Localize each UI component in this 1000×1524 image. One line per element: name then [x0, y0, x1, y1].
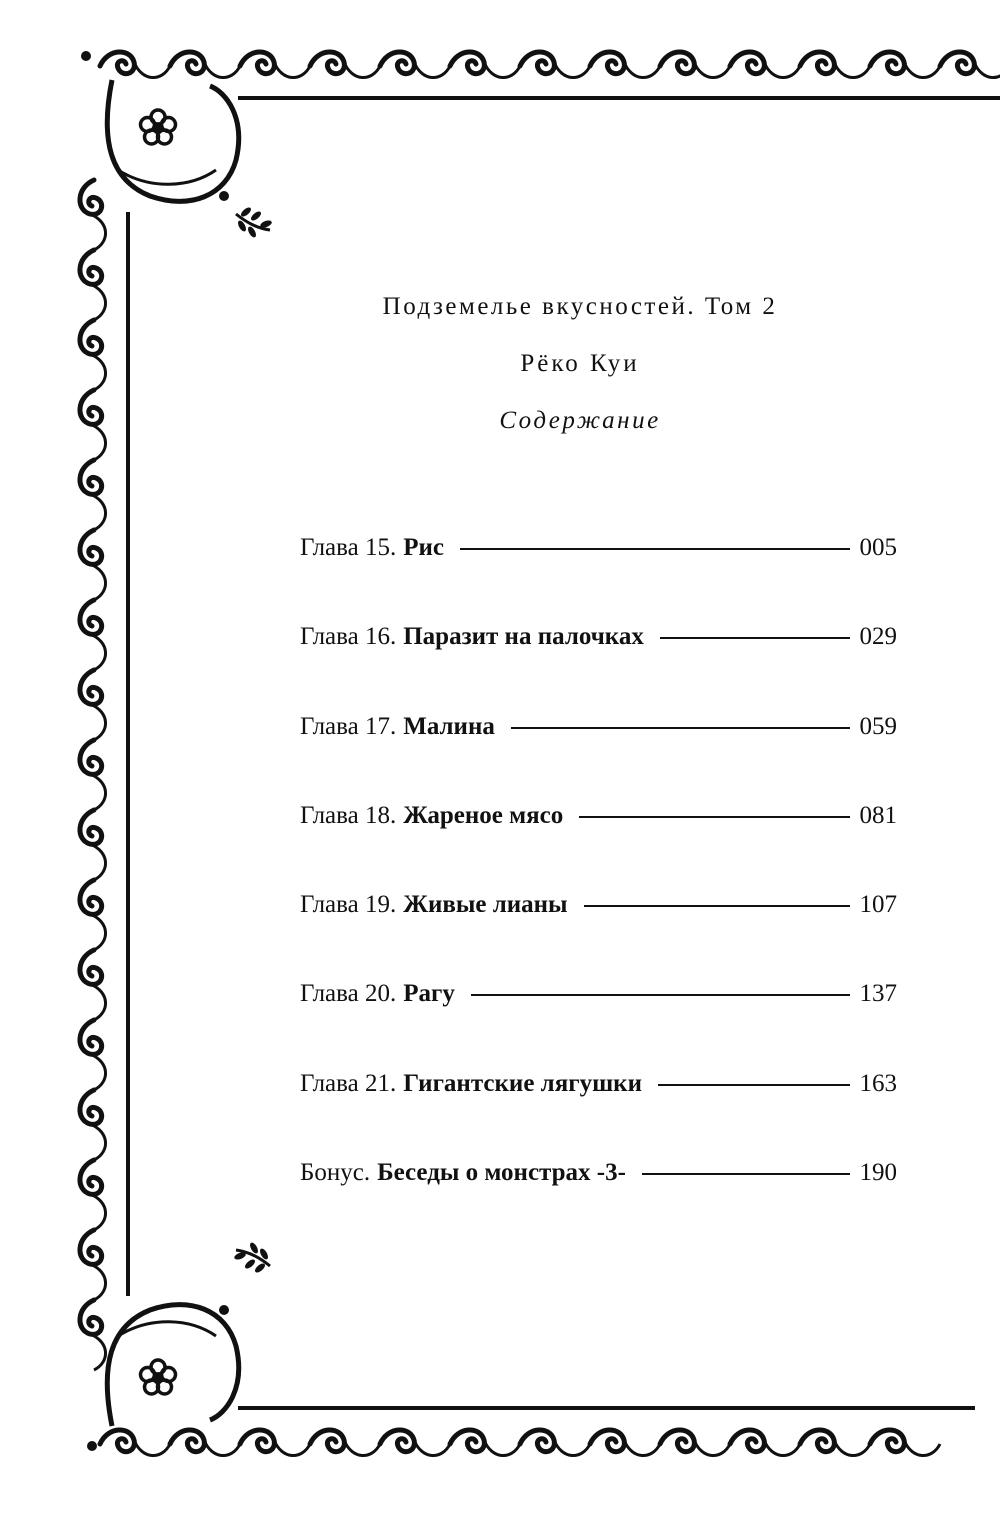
toc-leader-line — [460, 548, 850, 550]
toc-entry-title: Беседы о монстрах -3- — [377, 1159, 626, 1187]
toc-entry-number: Глава 18. — [300, 801, 397, 829]
toc-leader-line — [658, 1084, 850, 1086]
toc-entry[interactable] — [300, 794, 897, 883]
toc-entry-title: Паразит на палочках — [403, 623, 644, 651]
toc-entry-number: Глава 21. — [300, 1069, 397, 1097]
toc-page-number: 059 — [859, 712, 897, 740]
toc-page-number: 005 — [859, 534, 897, 561]
table-of-contents — [300, 526, 897, 1240]
book-title: Подземелье вкусностей. Том 2 — [382, 293, 778, 320]
toc-entry-number: Глава 19. — [300, 891, 397, 919]
toc-entry-title: Жареное мясо — [403, 801, 564, 829]
toc-entry[interactable] — [300, 1062, 897, 1151]
toc-entry[interactable] — [300, 615, 897, 704]
corner-top-left — [81, 51, 273, 239]
bottom-swirl-band — [100, 1430, 940, 1456]
toc-entry-title: Малина — [403, 712, 495, 740]
toc-entry[interactable] — [300, 883, 897, 972]
toc-entry-title: Рис — [403, 534, 444, 561]
toc-entry-number: Бонус. — [300, 1159, 371, 1187]
toc-page-number: 137 — [859, 980, 897, 1008]
toc-page-number: 163 — [859, 1069, 897, 1097]
toc-leader-line — [642, 1173, 850, 1175]
toc-entry-title: Живые лианы — [403, 891, 568, 919]
toc-entry-number: Глава 16. — [300, 623, 397, 651]
toc-entry[interactable] — [300, 705, 897, 794]
corner-bottom-left — [87, 1241, 270, 1451]
toc-entry-number: Глава 15. — [300, 534, 397, 561]
toc-entry[interactable] — [300, 972, 897, 1061]
toc-page-number: 029 — [859, 623, 897, 651]
contents-heading: Содержание — [499, 407, 661, 434]
toc-entry-number: Глава 20. — [300, 980, 397, 1008]
toc-entry[interactable] — [300, 1151, 897, 1240]
toc-leader-line — [471, 994, 850, 996]
toc-page-number: 081 — [859, 801, 897, 829]
toc-page-number: 190 — [859, 1159, 897, 1187]
left-swirl-column — [80, 180, 106, 1370]
toc-leader-line — [511, 727, 850, 729]
toc-leader-line — [660, 637, 850, 639]
author-name: Рёко Куи — [520, 350, 640, 377]
toc-leader-line — [579, 816, 849, 818]
toc-page-number: 107 — [859, 891, 897, 919]
top-swirl-band — [100, 52, 1000, 78]
toc-entry-number: Глава 17. — [300, 712, 397, 740]
toc-entry-title: Гигантские лягушки — [403, 1069, 642, 1097]
toc-leader-line — [584, 905, 850, 907]
toc-entry[interactable] — [300, 526, 897, 615]
toc-entry-title: Рагу — [403, 980, 455, 1008]
